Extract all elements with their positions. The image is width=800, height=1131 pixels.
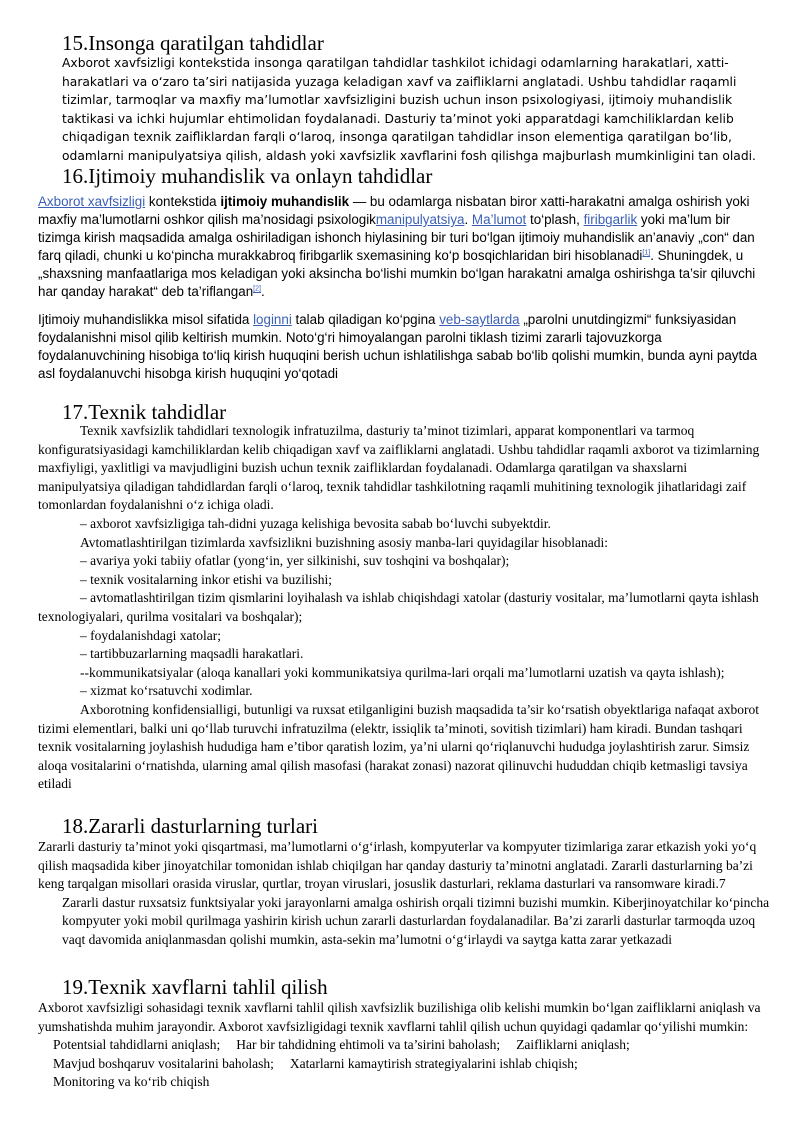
link-loginni[interactable]: loginni: [253, 312, 292, 327]
list-item: – texnik vositalarning inkor etishi va buzilishi;: [80, 571, 332, 587]
list-item: Avtomatlashtirilgan tizimlarda xavfsizlikni buzishning asosiy manba-lari quyidagilar hisoblanadi:: [80, 534, 609, 550]
steps-row-1: [53, 1036, 770, 1055]
link-malumot[interactable]: Ma’lumot: [471, 212, 527, 227]
section-17-body: [38, 422, 770, 794]
section-18-body: [38, 838, 770, 950]
paragraph-16-2: Ijtimoiy muhandislikka misol sifatida loginni talab qiladigan ko‘pgina veb-saytlarda „parolni unutdingizmi“ funksiyasidan foydalanishni misol qilib keltirish mumkin. Noto‘g‘ri himoyalangan parolni tiklash tizimi zararli tajovuzkorga foydalanuvchining hisobiga to‘liq kirish huquqini berish uchun ishlatilishga sabab bo‘lib qolishi mumkin, bunda ayni paytda asl foydalanuvchi hisobga kirish huquqini yo‘qotadi: [38, 312, 758, 381]
paragraph-18: Zararli dasturiy ta’minot yoki qisqartmasi, ma’lumotlarni o‘g‘irlash, kompyuterlar va kompyuter tizimlariga zarar etkazish yoki yo‘q qilish maqsadida kiber jinoyatchilar tomonidan ishlab chiqilgan har qanday dasturiy ta’minotni anglatadi. Zararli dasturlarning ba’zi keng tarqalgan misollari orasida viruslar, qurtlar, troyan viruslari, josuslik dasturlari, reklama dasturlari va ransomware kiradi.7: [38, 839, 757, 892]
footnote-ref-2[interactable]: [2]: [253, 285, 261, 293]
footnote-ref-1[interactable]: [1]: [642, 249, 651, 257]
bold-term: ijtimoiy muhandislik: [220, 194, 350, 209]
paragraph-19: Axborot xavfsizligi sohasidagi texnik xavflarni tahlil qilish xavfsizlik buzilishiga olib kelishi mumkin bo‘lgan zaifliklarni aniqlash va yumshatishda muhim jarayondir. Axborot xavfsizligidagi texnik xavflarni tahlil qilish uchun quyidagi qadamlar qo‘yilishi mumkin:: [38, 1000, 761, 1034]
paragraph-17-intro: Texnik xavfsizlik tahdidlari texnologik infratuzilma, dasturiy ta’minot tizimlari, apparat komponentlari va tarmoq konfiguratsiyasidagi kamchiliklardan kelib chiqadigan xavf va zaifliklarni anglatadi. Ushbu tahdidlar raqamli axborot va tizimlarning maxfiyligi, yaxlitligi va mavjudligini buzish uchun texnik zaifliklardan foydalanadi. Odamlarga qaratilgan va shaxslarni manipulyatsiya qiladigan tahdidlardan farqli o‘laroq, texnik tahdidlar tashkilotning raqamli muhitining texnologik jihatlaridagi zaif tomonlardan foydalanishni o‘z ichiga oladi.: [38, 423, 760, 513]
list-item: --kommunikatsiyalar (aloqa kanallari yoki kommunikatsiya qurilma-lari orqali ma’lumotlarni uzatish va qayta ishlash);: [80, 664, 725, 680]
steps-row-3: [53, 1073, 770, 1092]
heading-16: 16.Ijtimoiy muhandislik va onlayn tahdidlar: [62, 164, 433, 188]
heading-18: 18.Zararli dasturlarning turlari: [62, 814, 318, 838]
heading-15: 15.Insonga qaratilgan tahdidlar: [62, 31, 324, 55]
step-item: Mavjud boshqaruv vositalarini baholash;: [53, 1055, 274, 1071]
step-item: Har bir tahdidning ehtimoli va ta’sirini baholash;: [236, 1037, 501, 1053]
step-item: Xatarlarni kamaytirish strategiyalarini ishlab chiqish;: [289, 1055, 578, 1071]
link-veb-saytlarda[interactable]: veb-saytlarda: [439, 312, 520, 327]
section-19-body: [38, 999, 770, 1092]
paragraph-15: Axborot xavfsizligi kontekstida insonga qaratilgan tahdidlar tashkilot ichidagi odamlarning harakatlari, xatti-harakatlari va o‘zaro ta’siri natijasida yuzaga keladigan xavf va zaifliklarni anglatadi. Ushbu tahdidlar raqamli tizimlar, tarmoqlar va maxfiy ma’lumotlar xavfsizligini buzish uchun inson psixologiyasi, ijtimoiy muhandislik taktikasi va ichki hujumlar ehtimolidan foydalanadi. Dasturiy ta’minot yoki apparatdagi kamchiliklardan kelib chiqadigan texnik zaifliklardan farqli o‘laroq, insonga qaratilgan tahdidlar inson elementiga qaratilgan bo‘lib, odamlarni manipulyatsiya qilish, aldash yoki xavfsizlik xavflarini fosh qilishga majburlash mumkinligini tan oladi.: [62, 56, 756, 163]
link-axborot-xavfsizligi[interactable]: Axborot xavfsizligi: [38, 194, 146, 209]
list-item: – avtomatlashtirilgan tizim qismlarini loyihalash va ishlab chiqishdagi xatolar (dasturiy vositalar, ma’lumotlarni qayta ishlash texnologiyalari, qurilma vositalari va boshqalar);: [38, 590, 759, 624]
link-manipulyatsiya[interactable]: manipulyatsiya: [375, 212, 465, 227]
paragraph-17-closing: Axborotning konfidensialligi, butunligi va ruxsat etilganligini buzish maqsadida ta’sir ko‘rsatish obyektlariga nafaqat axborot tizimi elementlari, balki uni qo‘llab turuvchi infratuzilma (elektr, issiqlik ta’minoti, sovitish tizimlari) ham kiradi. Bundan tashqari texnik vositalarning joylashish hududiga ham e’tibor qaratish lozim, ya’ni ularni qo‘riqlanuvchi hududga joylashtirish zarur. Simsiz aloqa vositalarini o‘rnatishda, ularning amal qilish masofasi (harakat zonasi) nazorat qilinuvchi hududdan chiqib ketmasligi tavsiya etiladi: [38, 701, 759, 792]
paragraph-16-1: Axborot xavfsizligi kontekstida ijtimoiy muhandislik — bu odamlarga nisbatan biror xatti-harakatni amalga oshirish yoki maxfiy ma’lumotlarni oshkor qilish ma’nosidagi psixologikmanipulyatsiya. Ma’lumot to‘plash, firibgarlik yoki ma’lum bir tizimga kirish maqsadida amalga oshiriladigan ishonch hiylasining bir turi bo‘lgan ijtimoiy muhandislik an’anaviy „con“ dan farq qiladi, chunki u ko‘pincha murakkabroq firibgarlik sxemasining ko‘p bosqichlaridan biri hisoblanadi[1]. Shuningdek, u „shaxsning manfaatlariga mos keladigan yoki aksincha bo‘lishi mumkin bo‘lgan harakatni amalga oshirishga ta’sir qiluvchi har qanday harakat“ deb ta’riflangan[2].: [38, 194, 756, 299]
heading-19: 19.Texnik xavflarni tahlil qilish: [62, 975, 328, 999]
paragraph-18-indented: Zararli dastur ruxsatsiz funktsiyalar yoki jarayonlarni amalga oshirish orqali tizimni buzishi mumkin. Kiberjinoyatchilar ko‘pincha kompyuter yoki mobil qurilmaga yashirin kirish uchun zararli dasturlardan foydalanadilar. Ba’zi zararli dasturlar tarmoqda uzoq vaqt davomida aniqlanmasdan qolishi mumkin, asta-sekin ma’lumotni o‘g‘irlaydi va saytga katta zarar yetkazadi: [62, 894, 770, 947]
step-item: Monitoring va ko‘rib chiqish: [53, 1074, 210, 1090]
step-item: Potentsial tahdidlarni aniqlash;: [53, 1037, 221, 1053]
link-firibgarlik[interactable]: firibgarlik: [583, 212, 638, 227]
list-item: – avariya yoki tabiiy ofatlar (yong‘in, yer silkinishi, suv toshqini va boshqalar);: [80, 553, 510, 569]
list-item: – xizmat ko‘rsatuvchi xodimlar.: [80, 683, 253, 699]
list-item: – axborot xavfsizligiga tah-didni yuzaga kelishiga bevosita sabab bo‘luvchi subyektdir.: [80, 515, 551, 531]
heading-17: 17.Texnik tahdidlar: [62, 400, 227, 424]
steps-row-2: [53, 1055, 770, 1074]
list-item: – tartibbuzarlarning maqsadli harakatlari.: [80, 646, 304, 662]
list-item: – foydalanishdagi xatolar;: [80, 627, 221, 643]
section-16-body: [38, 193, 766, 383]
step-item: Zaifliklarni aniqlash;: [516, 1037, 630, 1053]
